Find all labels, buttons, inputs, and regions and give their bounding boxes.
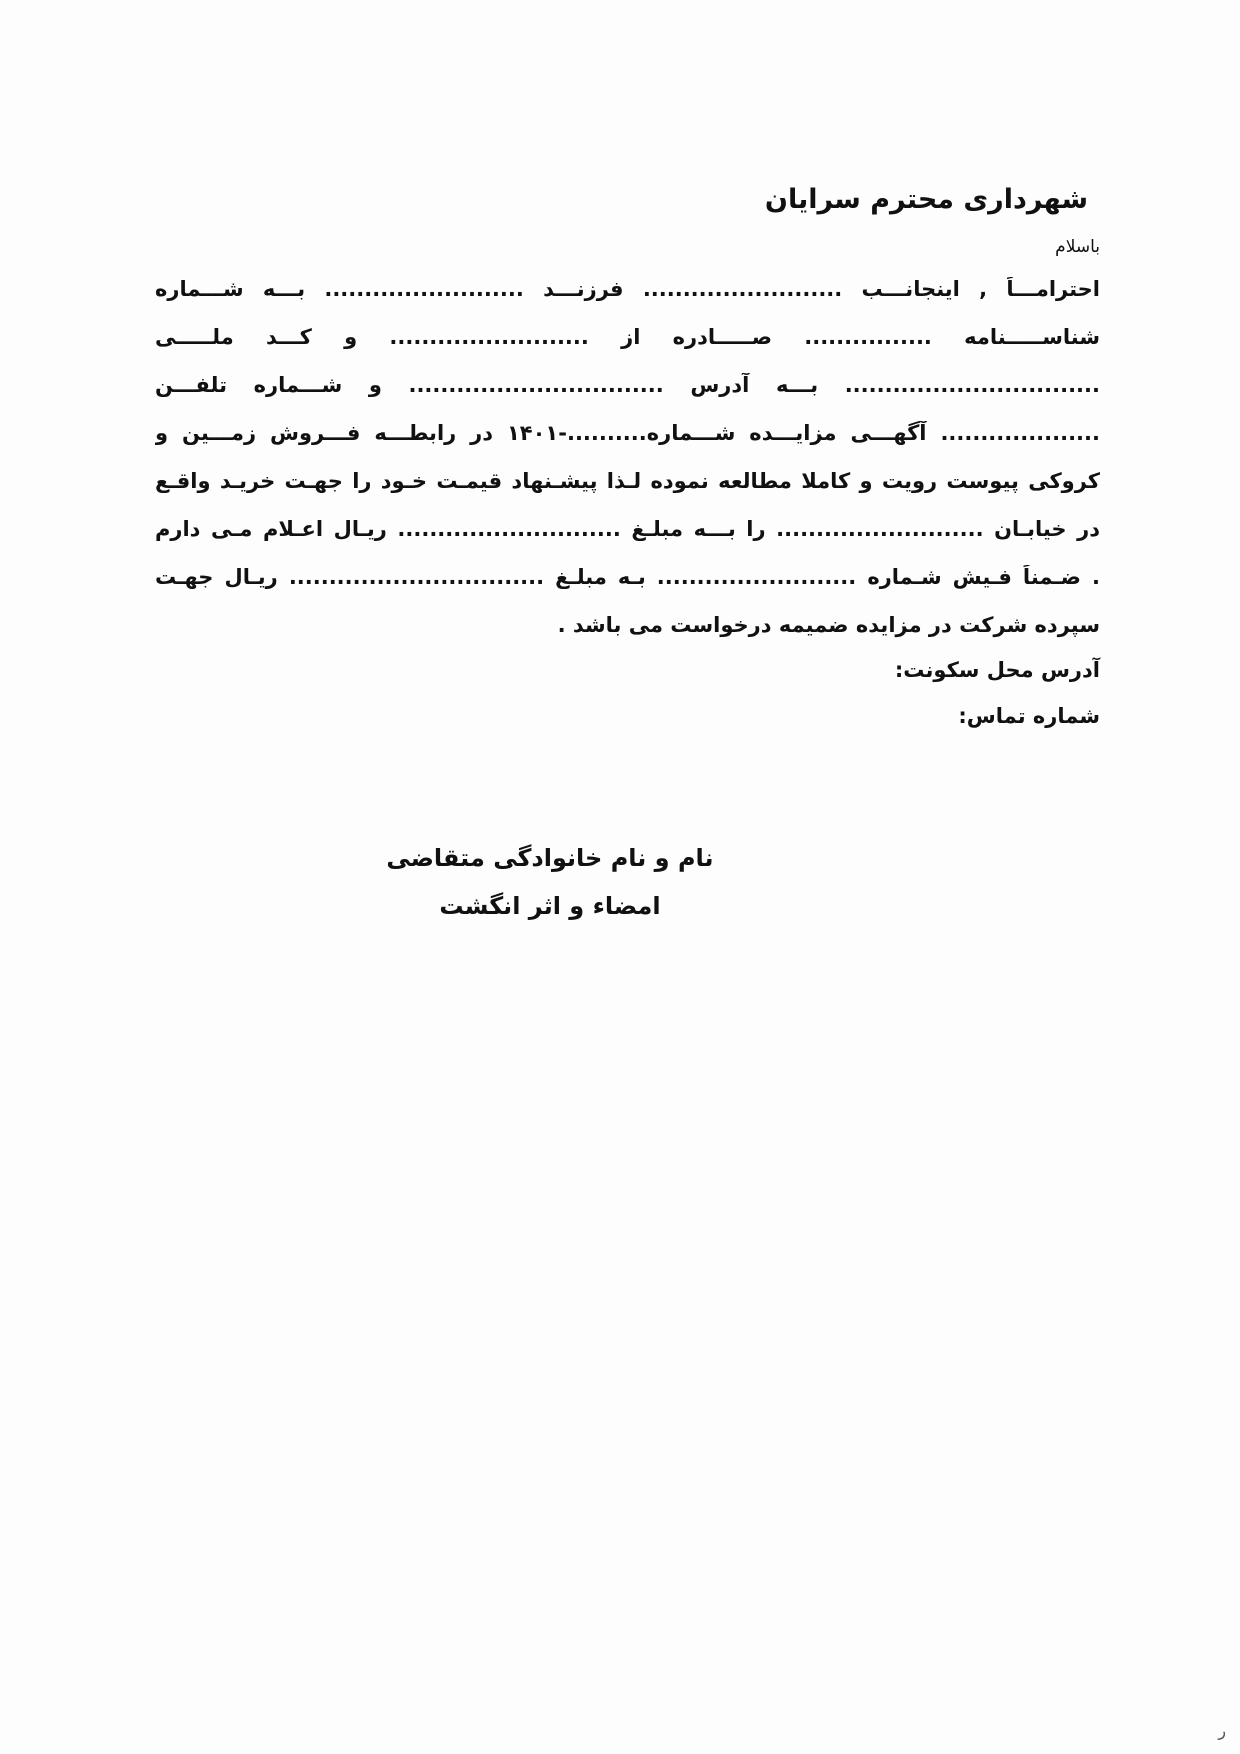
closing-line: سپرده شرکت در مزایده ضمیمه درخواست می باشد . bbox=[557, 613, 1100, 637]
body-line-6: در خیابـان .......................... را بـــه مبلـغ ............................ ریـال اعـلام مـی دارم bbox=[155, 517, 1100, 541]
applicant-name-label: نام و نام خانوادگی متقاضی bbox=[386, 844, 714, 872]
body-line-5: کروکی پیوست رویت و کاملا مطالعه نموده لـذا پیشـنهاد قیمـت خـود را جهـت خریـد واقـع bbox=[155, 469, 1100, 493]
body-line-4: .................... آگهـــی مزایـــده شـــماره..........-۱۴۰۱ در رابطـــه فـــروش زمـــین و bbox=[155, 421, 1100, 445]
greeting: باسلام bbox=[1055, 237, 1100, 257]
recipient-heading: شهرداری محترم سرایان bbox=[764, 184, 1088, 215]
contact-number-label: شماره تماس: bbox=[958, 704, 1100, 728]
body-line-1: احترامـــاً , اینجانـــب ......................... فرزنـــد ......................... بـــه شـــماره bbox=[155, 277, 1100, 301]
signature-label: امضاء و اثر انگشت bbox=[439, 892, 661, 920]
body-line-3: ................................ بـــه آدرس ................................ و شـــماره تلفـــن bbox=[155, 373, 1100, 397]
body-line-7: . ضـمناً فـیش شـماره ......................... بـه مبلـغ ................................ ریـال جهـت bbox=[155, 565, 1100, 589]
body-line-2: شناســـــنامه ................ صـــــادره از ......................... و کـــد ملـــــی bbox=[155, 325, 1100, 349]
residence-address-label: آدرس محل سکونت: bbox=[894, 658, 1100, 682]
scan-mark: ر bbox=[1218, 1721, 1226, 1740]
